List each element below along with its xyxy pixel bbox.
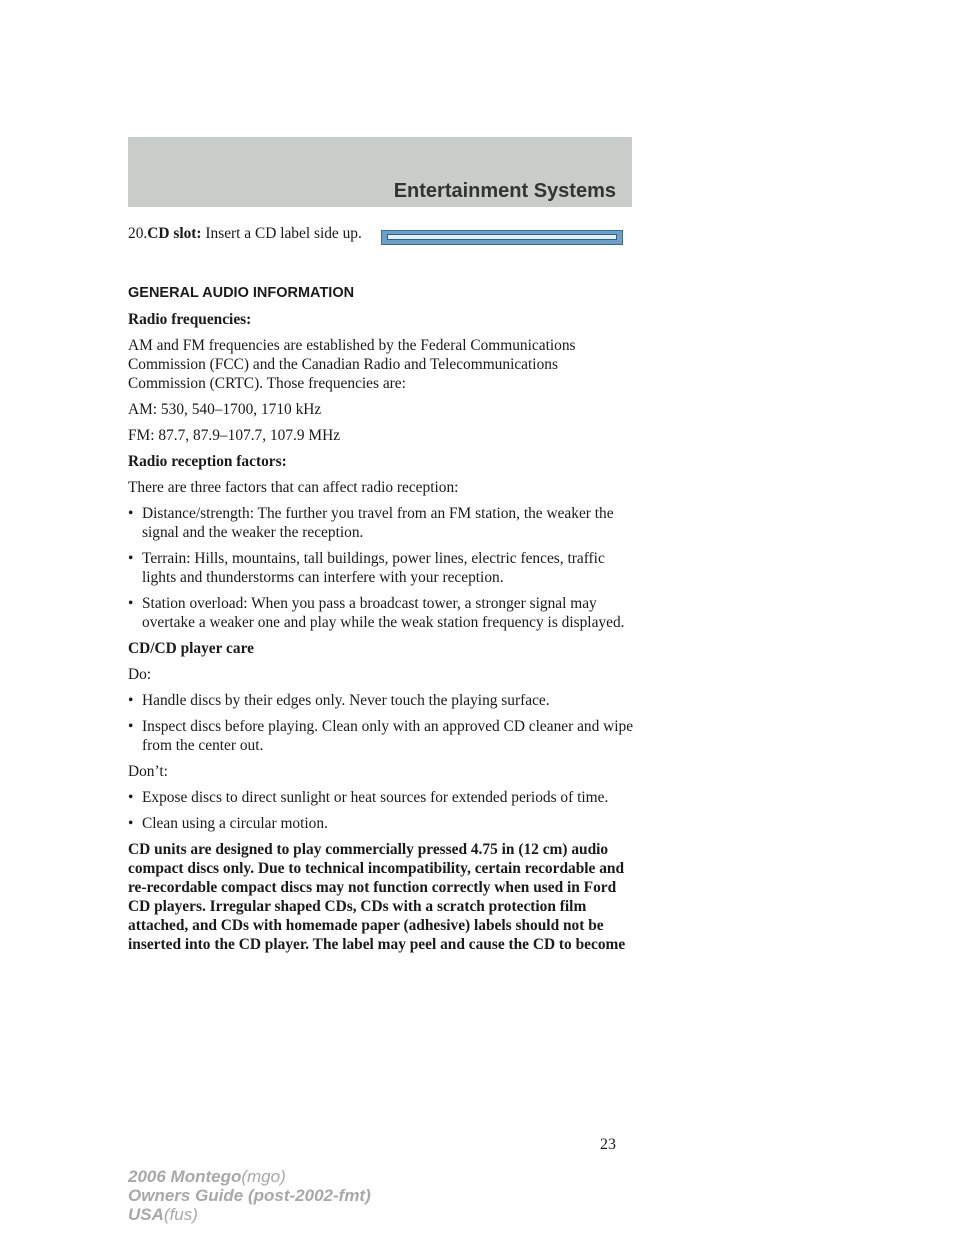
bullet-icon: • bbox=[128, 550, 134, 567]
item-number: 20. bbox=[128, 225, 148, 242]
list-item: • Inspect discs before playing. Clean only with an approved CD cleaner and wipe from the center out. bbox=[128, 718, 634, 754]
footer-line-2: Owners Guide (post-2002-fmt) bbox=[128, 1186, 371, 1205]
page-number: 23 bbox=[600, 1136, 616, 1153]
item-label: CD slot: bbox=[147, 225, 202, 242]
reception-intro: There are three factors that can affect radio reception: bbox=[128, 479, 459, 496]
bullet-icon: • bbox=[128, 505, 134, 522]
do-label: Do: bbox=[128, 666, 152, 683]
list-item: • Clean using a circular motion. bbox=[128, 815, 328, 832]
item-20-text bbox=[128, 224, 378, 243]
list-item: • Expose discs to direct sunlight or heat sources for extended periods of time. bbox=[128, 789, 609, 806]
radio-frequencies-heading: Radio frequencies: bbox=[128, 311, 252, 328]
list-item: • Terrain: Hills, mountains, tall buildings, power lines, electric fences, traffic lights and thunderstorms can interfere with your reception. bbox=[128, 550, 605, 586]
dont-label: Don’t: bbox=[128, 763, 168, 780]
bullet-icon: • bbox=[128, 815, 134, 832]
fm-frequencies: FM: 87.7, 87.9–107.7, 107.9 MHz bbox=[128, 427, 341, 444]
footer bbox=[128, 1167, 371, 1224]
header-band bbox=[128, 137, 632, 207]
list-item: • Distance/strength: The further you travel from an FM station, the weaker the signal and the weaker the reception. bbox=[128, 505, 614, 541]
bullet-icon: • bbox=[128, 595, 134, 612]
reception-list bbox=[128, 504, 636, 632]
cd-care-heading: CD/CD player care bbox=[128, 640, 254, 657]
footer-line-3: USA(fus) bbox=[128, 1205, 198, 1224]
bullet-icon: • bbox=[128, 718, 134, 735]
radio-frequencies-paragraph: AM and FM frequencies are established by the Federal Communications Commission (FCC) and the Canadian Radio and Telecommunications Commission (CRTC). Those frequencies are: bbox=[128, 337, 576, 392]
do-list bbox=[128, 691, 636, 755]
list-item: • Handle discs by their edges only. Never touch the playing surface. bbox=[128, 692, 550, 709]
item-description: Insert a CD label side up. bbox=[205, 225, 362, 242]
footer-line-1: 2006 Montego(mgo) bbox=[128, 1167, 286, 1186]
item-20 bbox=[128, 224, 636, 268]
am-frequencies: AM: 530, 540–1700, 1710 kHz bbox=[128, 401, 322, 418]
cd-slot-illustration bbox=[381, 230, 623, 245]
list-item: • Station overload: When you pass a broadcast tower, a stronger signal may overtake a weaker one and play while the weak station frequency is displayed. bbox=[128, 595, 625, 631]
section-title: Entertainment Systems bbox=[393, 180, 616, 202]
cd-warning: CD units are designed to play commercially pressed 4.75 in (12 cm) audio compact discs only. Due to technical incompatibility, certain recordable and re-recordable compact discs may not function correctly when used in Ford CD players. Irregular shaped CDs, CDs with a scratch protection film attached, and CDs with homemade paper (adhesive) labels should not be inserted into the CD player. The label may peel and cause the CD to become bbox=[128, 841, 626, 953]
reception-factors-heading: Radio reception factors: bbox=[128, 453, 287, 470]
bullet-icon: • bbox=[128, 789, 134, 806]
page-content bbox=[128, 224, 636, 954]
dont-list bbox=[128, 788, 636, 833]
section-heading: GENERAL AUDIO INFORMATION bbox=[128, 285, 355, 301]
bullet-icon: • bbox=[128, 692, 134, 709]
